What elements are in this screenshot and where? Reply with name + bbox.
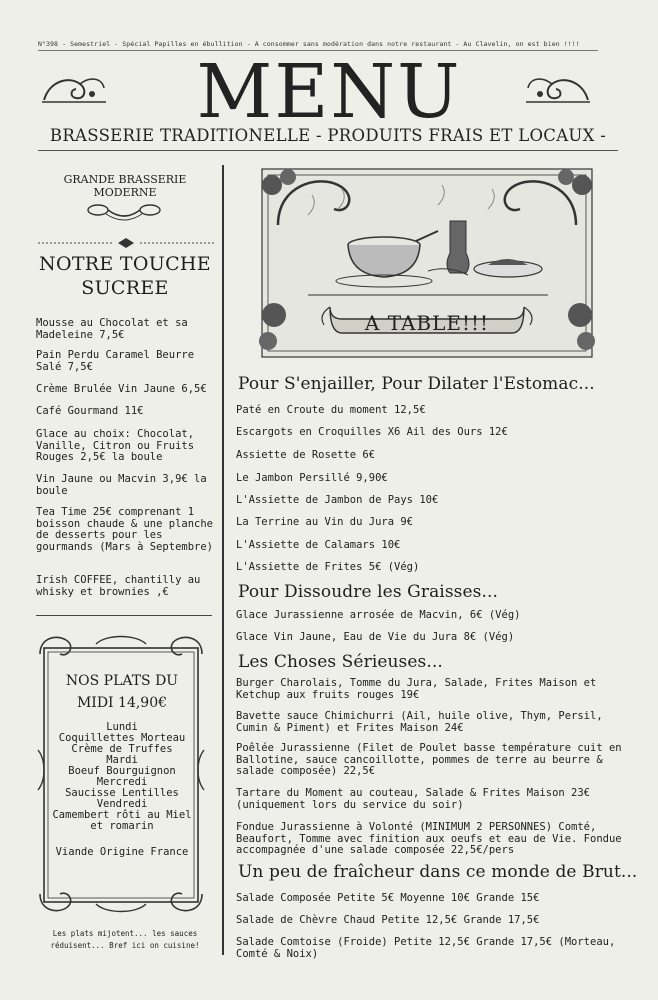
dessert-item: Mousse au Chocolat et sa Madeleine 7,5€ <box>36 317 188 341</box>
menu-item: Escargots en Croquilles X6 Ail des Ours 12€ <box>236 426 508 438</box>
page-title: MENU <box>196 49 462 135</box>
left-divider <box>36 615 212 616</box>
midi-title <box>40 670 204 714</box>
brand-line-1: GRANDE BRASSERIE <box>63 173 187 186</box>
menu-item: Salade Comtoise (Froide) Petite 12,5€ Grande 17,5€ (Morteau, Comté & Noix) <box>236 936 616 960</box>
dessert-item: Tea Time 25€ comprenant 1 boisson chaude & une planche de desserts pour les gourmands (Mars à Septembre) <box>36 506 214 553</box>
dessert-item: Vin Jaune ou Macvin 3,9€ la boule <box>36 473 207 497</box>
a-table-banner: A TABLE!!! <box>364 311 490 335</box>
dessert-item: Crème Brulée Vin Jaune 6,5€ <box>36 383 207 395</box>
menu-item: La Terrine au Vin du Jura 9€ <box>236 516 414 528</box>
midi-title-line-1: NOS PLATS DU <box>65 673 179 689</box>
issue-line: N°398 - Semestriel - Spécial Papilles en ébullition - A consommer sans modération dans notre restaurant - Au Clavelin, on est bien !!!! <box>38 40 598 51</box>
menu-item: Salade Composée Petite 5€ Moyenne 10€ Grande 15€ <box>236 892 540 904</box>
dessert-title-line-2: SUCREE <box>81 277 169 299</box>
menu-item: Glace Jurassienne arrosée de Macvin, 6€ (Vég) <box>236 609 521 621</box>
menu-item: L'Assiette de Calamars 10€ <box>236 539 401 551</box>
menu-item: Paté en Croute du moment 12,5€ <box>236 404 426 416</box>
midi-line: Saucisse Lentilles <box>65 787 179 799</box>
section-title-desserts-glace: Pour Dissoudre les Graisses... <box>238 582 498 602</box>
midi-line: et romarin <box>90 820 154 832</box>
menu-item: Poêlée Jurassienne (Filet de Poulet basse température cuit en Ballotine, sauce cancoillotte, pommes de terre au beurre & salade composée) 22,5€ <box>236 742 622 777</box>
menu-item: Fondue Jurassienne à Volonté (MINIMUM 2 PERSONNES) Comté, Beaufort, Tomme avec finition aux oeufs et eau de Vie. Fondue accompagnée d'une salade composée 22,5€/pers <box>236 821 622 856</box>
midi-line: Camembert rôti au Miel <box>52 809 192 821</box>
midi-line: Vendredi <box>96 798 148 810</box>
midi-line: Crème de Truffes <box>71 743 173 755</box>
cutlery-icon <box>84 200 164 230</box>
midi-line: Mardi <box>106 754 138 766</box>
footnote <box>36 928 214 952</box>
menu-item: Le Jambon Persillé 9,90€ <box>236 472 388 484</box>
section-title-salads: Un peu de fraîcheur dans ce monde de Brut... <box>238 862 638 882</box>
section-title-mains: Les Choses Sérieuses... <box>238 652 443 672</box>
menu-item: Glace Vin Jaune, Eau de Vie du Jura 8€ (Vég) <box>236 631 515 643</box>
brand-line-2: MODERNE <box>93 186 157 199</box>
footnote-line-1: Les plats mijotent... les sauces <box>52 929 198 938</box>
midi-daily-list <box>46 722 198 832</box>
a-table-illustration <box>238 165 616 365</box>
midi-line: Mercredi <box>96 776 148 788</box>
dessert-item: Café Gourmand 11€ <box>36 405 144 417</box>
menu-item: L'Assiette de Frites 5€ (Vég) <box>236 561 420 573</box>
divider-ornament <box>38 237 214 249</box>
brand-name <box>40 173 210 199</box>
menu-item: Assiette de Rosette 6€ <box>236 449 376 461</box>
dessert-title-line-1: NOTRE TOUCHE <box>39 253 211 275</box>
dessert-item: Glace au choix: Chocolat, Vanille, Citron ou Fruits Rouges 2,5€ la boule <box>36 428 195 463</box>
midi-line: Coquillettes Morteau <box>58 732 186 744</box>
column-divider <box>222 165 224 955</box>
dessert-item: Pain Perdu Caramel Beurre Salé 7,5€ <box>36 349 195 373</box>
section-title-starters: Pour S'enjailler, Pour Dilater l'Estomac... <box>238 374 595 394</box>
menu-item: Salade de Chèvre Chaud Petite 12,5€ Grande 17,5€ <box>236 914 540 926</box>
menu-item: Bavette sauce Chimichurri (Ail, huile olive, Thym, Persil, Cumin & Piment) et Frites Maison 24€ <box>236 710 603 734</box>
page-subtitle: BRASSERIE TRADITIONELLE - PRODUITS FRAIS ET LOCAUX - <box>38 126 618 151</box>
midi-title-line-2: MIDI 14,90€ <box>76 695 168 711</box>
midi-line: Lundi <box>106 721 138 733</box>
footnote-line-2: réduisent... Bref ici on cuisine! <box>50 941 200 950</box>
menu-item: Tartare du Moment au couteau, Salade & Frites Maison 23€ (uniquement lors du service du soir) <box>236 787 591 811</box>
dessert-section-title <box>30 252 220 300</box>
dessert-item: Irish COFFEE, chantilly au whisky et brownies ,€ <box>36 574 201 598</box>
menu-item: Burger Charolais, Tomme du Jura, Salade, Frites Maison et Ketchup aux fruits rouges 19€ <box>236 677 597 701</box>
midi-line: Boeuf Bourguignon <box>68 765 176 777</box>
meat-origin-note: Viande Origine France <box>55 846 189 858</box>
menu-item: L'Assiette de Jambon de Pays 10€ <box>236 494 439 506</box>
